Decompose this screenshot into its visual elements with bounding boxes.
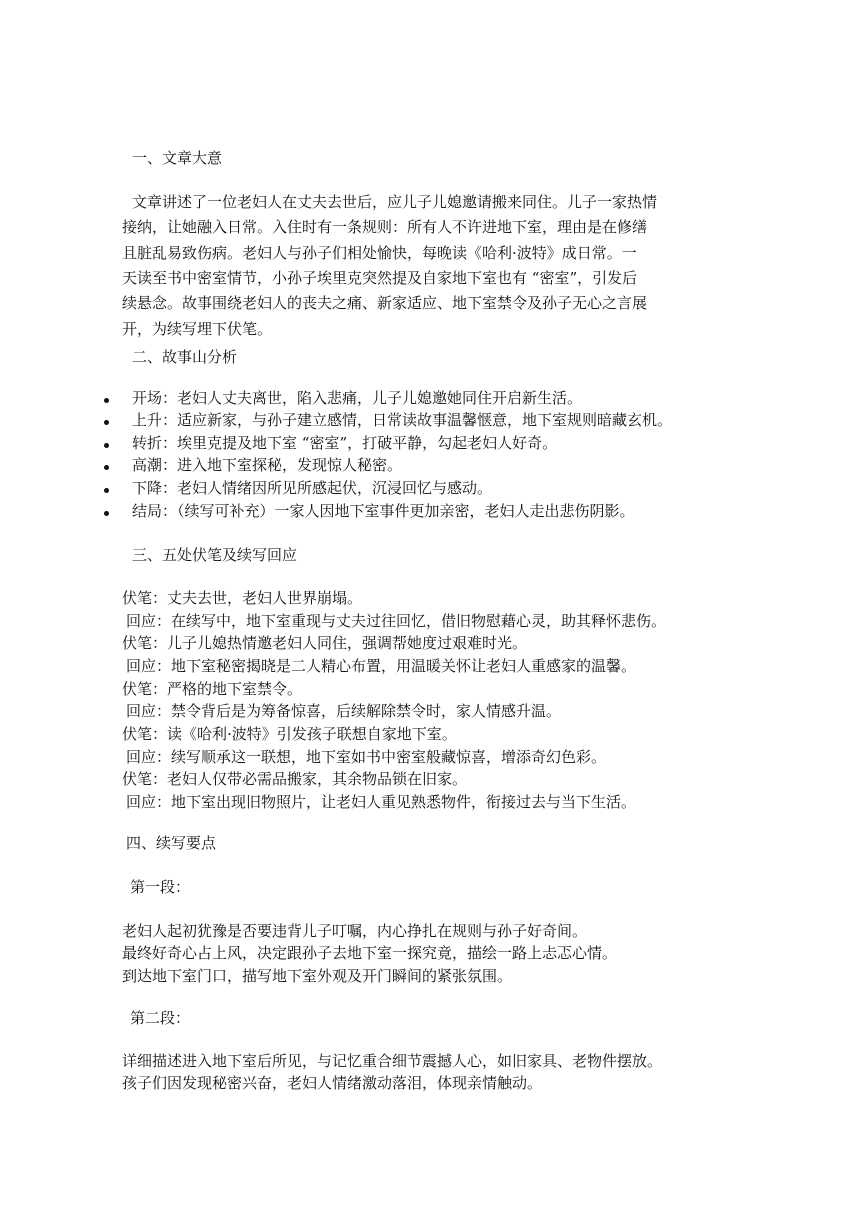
response-line: 回应：在续写中，地下室重现与丈夫过往回忆，借旧物慰藉心灵，助其释怀悲伤。 bbox=[126, 612, 667, 630]
list-item: 下降：老妇人情绪因所见所感起伏，沉浸回忆与感动。 bbox=[132, 479, 493, 497]
list-item: 开场：老妇人丈夫离世，陷入悲痛，儿子儿媳邀她同住开启新生活。 bbox=[132, 389, 583, 407]
list-item: 高潮：进入地下室探秘，发现惊人秘密。 bbox=[132, 456, 403, 474]
section-title-writing-points: 四、续写要点 bbox=[126, 834, 217, 852]
summary-line: 且脏乱易致伤病。老妇人与孙子们相处愉快，每晚读《哈利·波特》成日常。一 bbox=[122, 244, 637, 262]
bullet-icon bbox=[104, 398, 109, 403]
bullet-icon bbox=[104, 465, 109, 470]
list-item: 上升：适应新家，与孙子建立感情，日常读故事温馨惬意，地下室规则暗藏玄机。 bbox=[132, 411, 673, 429]
list-item: 结局：（续写可补充）一家人因地下室事件更加亲密，老妇人走出悲伤阴影。 bbox=[132, 502, 635, 520]
bullet-icon bbox=[104, 511, 109, 516]
bullet-icon bbox=[104, 420, 109, 425]
section-title-story-mountain: 二、故事山分析 bbox=[132, 348, 238, 366]
paragraph-one-line: 老妇人起初犹豫是否要违背儿子叮嘱，内心挣扎在规则与孙子好奇间。 bbox=[122, 922, 588, 940]
paragraph-one-line: 到达地下室门口，描写地下室外观及开门瞬间的紧张氛围。 bbox=[122, 967, 513, 985]
response-line: 回应：续写顺承这一联想，地下室如书中密室般藏惊喜，增添奇幻色彩。 bbox=[126, 748, 607, 766]
paragraph-one-title: 第一段： bbox=[130, 878, 191, 896]
list-item: 转折：埃里克提及地下室 “密室”，打破平静，勾起老妇人好奇。 bbox=[132, 434, 558, 452]
section-title-foreshadowing: 三、五处伏笔及续写回应 bbox=[132, 546, 298, 564]
bullet-icon bbox=[104, 443, 109, 448]
foreshadow-line: 伏笔：老妇人仅带必需品搬家，其余物品锁在旧家。 bbox=[122, 770, 468, 788]
response-line: 回应：地下室秘密揭晓是二人精心布置，用温暖关怀让老妇人重感家的温馨。 bbox=[126, 657, 637, 675]
paragraph-two-title: 第二段： bbox=[130, 1009, 191, 1027]
paragraph-two-line: 详细描述进入地下室后所见，与记忆重合细节震撼人心，如旧家具、老物件摆放。 bbox=[122, 1052, 663, 1070]
paragraph-one-line: 最终好奇心占上风，决定跟孙子去地下室一探究竟，描绘一路上忐忑心情。 bbox=[122, 944, 618, 962]
foreshadow-line: 伏笔：读《哈利·波特》引发孩子联想自家地下室。 bbox=[122, 725, 457, 743]
section-title-summary: 一、文章大意 bbox=[132, 149, 223, 167]
foreshadow-line: 伏笔：严格的地下室禁令。 bbox=[122, 680, 303, 698]
summary-line: 文章讲述了一位老妇人在丈夫去世后，应儿子儿媳邀请搬来同住。儿子一家热情 bbox=[132, 193, 658, 211]
response-line: 回应：地下室出现旧物照片，让老妇人重见熟悉物件，衔接过去与当下生活。 bbox=[126, 793, 637, 811]
summary-line: 续悬念。故事围绕老妇人的丧夫之痛、新家适应、地下室禁令及孙子无心之言展 bbox=[122, 294, 648, 312]
foreshadow-line: 伏笔：丈夫去世，老妇人世界崩塌。 bbox=[122, 589, 363, 607]
summary-line: 天读至书中密室情节，小孙子埃里克突然提及自家地下室也有 “密室”，引发后 bbox=[122, 269, 638, 287]
paragraph-two-line: 孩子们因发现秘密兴奋，老妇人情绪激动落泪，体现亲情触动。 bbox=[122, 1074, 543, 1092]
response-line: 回应：禁令背后是为筹备惊喜，后续解除禁令时，家人情感升温。 bbox=[126, 702, 562, 720]
foreshadow-line: 伏笔：儿子儿媳热情邀老妇人同住，强调帮她度过艰难时光。 bbox=[122, 634, 528, 652]
summary-line: 接纳，让她融入日常。入住时有一条规则：所有人不许进地下室，理由是在修缮 bbox=[122, 218, 648, 236]
summary-line: 开，为续写埋下伏笔。 bbox=[122, 320, 273, 338]
bullet-icon bbox=[104, 488, 109, 493]
